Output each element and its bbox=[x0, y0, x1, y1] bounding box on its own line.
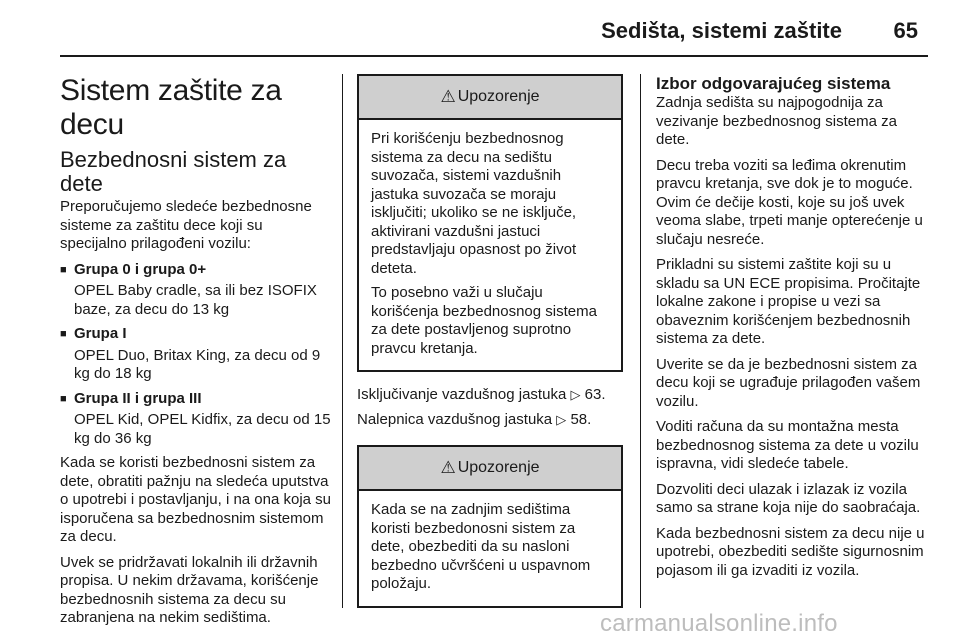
body-paragraph: Dozvoliti deci ulazak i izlazak iz vozila samo sa strane koja nije do saobraćaja. bbox=[656, 480, 921, 516]
reference-page: 63. bbox=[584, 386, 606, 403]
column-divider-right bbox=[640, 74, 641, 608]
running-header-title: Sedišta, sistemi zaštite bbox=[601, 18, 842, 43]
group-label: ■ Grupa 0 i grupa 0+ bbox=[60, 261, 332, 280]
warning-triangle-icon: ⚠ bbox=[440, 86, 456, 106]
reference-text: Isključivanje vazdušnog jastuka bbox=[357, 386, 567, 403]
left-column bbox=[60, 74, 332, 635]
body-paragraph: Kada se koristi bezbednosni sistem za dete, obratiti pažnju na sledeća uputstva o upotrebi i postavljanju, i na ona koja su isporučena sa bezbednosnim sistemom za decu. bbox=[60, 454, 332, 545]
page-reference-arrow-icon: ▷ bbox=[570, 387, 581, 402]
cross-reference bbox=[357, 386, 623, 405]
warning-box-rear-seats bbox=[357, 445, 623, 608]
warning-text: Pri korišćenju bezbednosnog sistema za decu na sedištu suvozača, sistemi vazdušnih jastuka suvozača se moraju isključiti; ukoliko se ne isključe, aktivirani vazdušni jastuci predstavljaju opasnost po život deteta. bbox=[371, 130, 577, 277]
page-reference-arrow-icon: ▷ bbox=[556, 411, 567, 427]
group-description: OPEL Duo, Britax King, za decu od 9 kg do 18 kg bbox=[74, 346, 321, 382]
warning-header bbox=[359, 447, 621, 491]
group-label: ■ Grupa I bbox=[60, 325, 332, 344]
header-divider bbox=[60, 55, 928, 57]
right-column bbox=[656, 74, 930, 587]
body-paragraph: Uvek se pridržavati lokalnih ili državnih propisa. U nekim državama, korišćenje bezbednosnih sistema za decu su zabranjena na nekim sedištima. bbox=[60, 553, 319, 626]
warning-title: Upozorenje bbox=[457, 458, 540, 476]
warning-title: Upozorenje bbox=[457, 87, 540, 105]
subsection-heading: Bezbednosni sistem za dete bbox=[60, 147, 287, 196]
body-paragraph: Kada bezbednosni sistem za decu nije u upotrebi, obezbediti sedište sigurnosnim pojasom ili ga izvaditi iz vozila. bbox=[656, 524, 925, 579]
reference-text: Nalepnica vazdušnog jastuka bbox=[357, 410, 553, 428]
column-divider-left bbox=[342, 74, 343, 608]
warning-triangle-icon: ⚠ bbox=[440, 457, 456, 477]
warning-body bbox=[359, 120, 621, 370]
reference-page: 58. bbox=[570, 410, 592, 428]
middle-column bbox=[357, 74, 623, 622]
warning-header bbox=[359, 76, 621, 120]
group-label: ■ Grupa II i grupa III bbox=[60, 390, 332, 409]
body-paragraph: Voditi računa da su montažna mesta bezbednosnog sistema za dete u vozilu ispravna, vidi sledeće tabele. bbox=[656, 418, 919, 472]
page-number: 65 bbox=[893, 18, 918, 43]
body-paragraph: Uverite se da je bezbednosni sistem za decu koji se ugrađuje prilagođen vašem vozilu. bbox=[656, 355, 921, 410]
warning-box-airbag bbox=[357, 74, 623, 372]
section-heading: Sistem zaštite za decu bbox=[60, 74, 282, 141]
site-watermark: carmanualsonline.info bbox=[600, 610, 838, 637]
warning-text: Kada se na zadnjim sedištima koristi bezbedonosni sistem za dete, obezbediti da su nasloni bezbedno učvršćeni u uspavnom položaju. bbox=[371, 501, 591, 592]
warning-text: To posebno važi u slučaju korišćenja bezbednosnog sistema za dete postavljenog suprotno pravcu kretanja. bbox=[371, 284, 597, 357]
warning-body bbox=[359, 491, 621, 606]
body-paragraph: Decu treba voziti sa leđima okrenutim pravcu kretanja, sve dok je to moguće. Ovim će dečije kosti, koje su još uvek veoma slabe, trpeti manje opterećenje u slučaju nesreće. bbox=[656, 156, 923, 248]
intro-paragraph: Preporučujemo sledeće bezbednosne sisteme za zaštitu dece koji su specijalno prilagođeni vozilu: bbox=[60, 198, 312, 252]
cross-reference bbox=[357, 411, 623, 430]
group-description: OPEL Baby cradle, sa ili bez ISOFIX baze, za decu do 13 kg bbox=[74, 282, 317, 318]
group-description: OPEL Kid, OPEL Kidfix, za decu od 15 kg do 36 kg bbox=[74, 411, 331, 447]
body-paragraph: Prikladni su sistemi zaštite koji su u skladu sa UN ECE propisima. Pročitajte lokalne zakone i propise u vezi sa obaveznim korišćenjem bezbednosnih sistema za dete. bbox=[656, 256, 921, 347]
subsection-heading: Izbor odgovarajućeg sistema bbox=[656, 74, 891, 93]
body-paragraph: Zadnja sedišta su najpogodnija za vezivanje bezbednosnog sistema za dete. bbox=[656, 94, 897, 148]
